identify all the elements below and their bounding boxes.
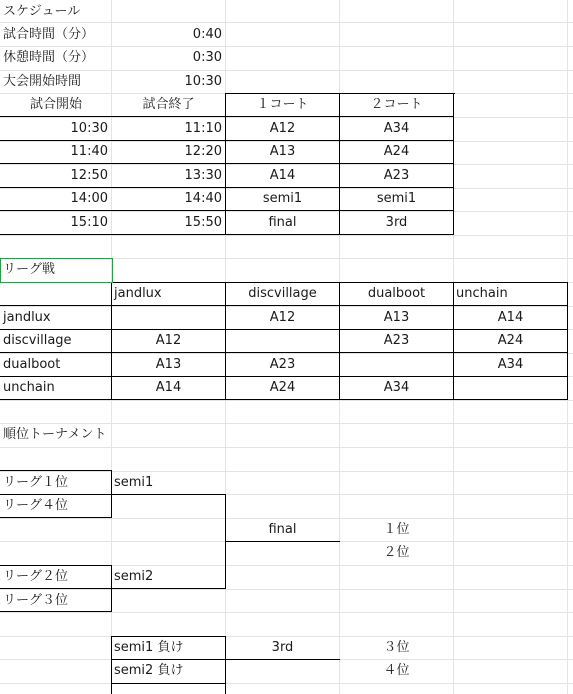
league-cell[interactable]: A14 [497, 310, 524, 325]
schedule-cell[interactable]: 3rd [385, 215, 408, 230]
bracket-semi1-loser[interactable]: semi1 負け [114, 640, 184, 655]
bracket-seed-4[interactable]: リーグ４位 [3, 498, 69, 513]
schedule-cell[interactable]: A12 [269, 121, 296, 136]
schedule-cell[interactable]: A13 [269, 144, 296, 159]
league-col-header[interactable]: discvillage [248, 286, 317, 301]
league-cell[interactable] [111, 306, 226, 330]
schedule-cell[interactable]: final [268, 215, 297, 230]
schedule-cell[interactable]: A23 [383, 168, 410, 183]
start-time-label[interactable]: 大会開始時間 [3, 74, 82, 89]
bracket-place-3[interactable]: ３位 [383, 640, 410, 655]
schedule-cell[interactable]: A24 [383, 144, 410, 159]
schedule-cell[interactable]: 14:40 [184, 191, 222, 206]
schedule-header-court1[interactable]: １コート [256, 97, 309, 112]
break-time-value[interactable]: 0:30 [192, 50, 222, 65]
schedule-header-start[interactable]: 試合開始 [29, 97, 82, 112]
schedule-title[interactable]: スケジュール [3, 4, 81, 19]
tournament-title[interactable]: 順位トーナメント [3, 427, 107, 442]
schedule-cell[interactable]: A34 [383, 121, 410, 136]
schedule-cell[interactable]: 12:50 [70, 168, 108, 183]
league-cell[interactable]: A12 [269, 310, 296, 325]
schedule-header-end[interactable]: 試合終了 [142, 97, 195, 112]
schedule-header-court2[interactable]: ２コート [370, 97, 423, 112]
league-row-team[interactable]: jandlux [3, 310, 51, 325]
start-time-value[interactable]: 10:30 [184, 74, 222, 89]
bracket-seed-2[interactable]: リーグ２位 [3, 569, 69, 584]
schedule-cell[interactable]: 11:10 [184, 121, 222, 136]
bracket-semi2-loser[interactable]: semi2 負け [114, 663, 184, 678]
bracket-semi1[interactable]: semi1 [114, 475, 154, 490]
schedule-cell[interactable]: A14 [269, 168, 296, 183]
break-time-label[interactable]: 休憩時間（分） [3, 50, 95, 65]
league-cell[interactable]: A23 [269, 357, 296, 372]
league-col-header[interactable]: unchain [456, 286, 508, 301]
league-cell[interactable]: A24 [497, 333, 524, 348]
league-row-team[interactable]: unchain [3, 380, 55, 395]
match-time-value[interactable]: 0:40 [192, 27, 222, 42]
league-title[interactable]: リーグ戦 [3, 262, 56, 277]
schedule-cell[interactable]: 13:30 [184, 168, 222, 183]
schedule-cell[interactable]: 14:00 [70, 191, 108, 206]
league-col-header[interactable]: dualboot [367, 286, 426, 301]
league-cell[interactable]: A23 [383, 333, 410, 348]
league-cell[interactable]: A24 [269, 380, 296, 395]
league-row-team[interactable]: dualboot [3, 357, 61, 372]
bracket-place-4[interactable]: ４位 [383, 663, 410, 678]
schedule-cell[interactable]: semi1 [376, 191, 417, 206]
match-time-label[interactable]: 試合時間（分） [3, 27, 95, 42]
schedule-cell[interactable]: 10:30 [70, 121, 108, 136]
schedule-cell[interactable]: 12:20 [184, 144, 222, 159]
bracket-semi2[interactable]: semi2 [114, 569, 154, 584]
league-row-team[interactable]: discvillage [3, 333, 72, 348]
league-cell[interactable] [339, 353, 454, 377]
league-cell[interactable]: A13 [155, 357, 182, 372]
league-cell[interactable]: A14 [155, 380, 182, 395]
league-col-header[interactable]: jandlux [114, 286, 162, 301]
schedule-cell[interactable]: 15:10 [70, 215, 108, 230]
league-cell[interactable] [453, 376, 568, 400]
bracket-place-2[interactable]: ２位 [383, 545, 410, 560]
bracket-seed-3[interactable]: リーグ３位 [3, 593, 69, 608]
bracket-seed-1[interactable]: リーグ１位 [3, 475, 69, 490]
schedule-cell[interactable]: 15:50 [184, 215, 222, 230]
league-cell[interactable]: A13 [383, 310, 410, 325]
bracket-final[interactable]: final [268, 522, 297, 537]
bracket-third-match[interactable]: 3rd [271, 640, 294, 655]
league-cell[interactable]: A34 [497, 357, 524, 372]
league-cell[interactable] [225, 329, 340, 353]
league-cell[interactable]: A12 [155, 333, 182, 348]
league-cell[interactable]: A34 [383, 380, 410, 395]
schedule-cell[interactable]: semi1 [262, 191, 303, 206]
bracket-place-1[interactable]: １位 [383, 522, 410, 537]
schedule-cell[interactable]: 11:40 [70, 144, 108, 159]
